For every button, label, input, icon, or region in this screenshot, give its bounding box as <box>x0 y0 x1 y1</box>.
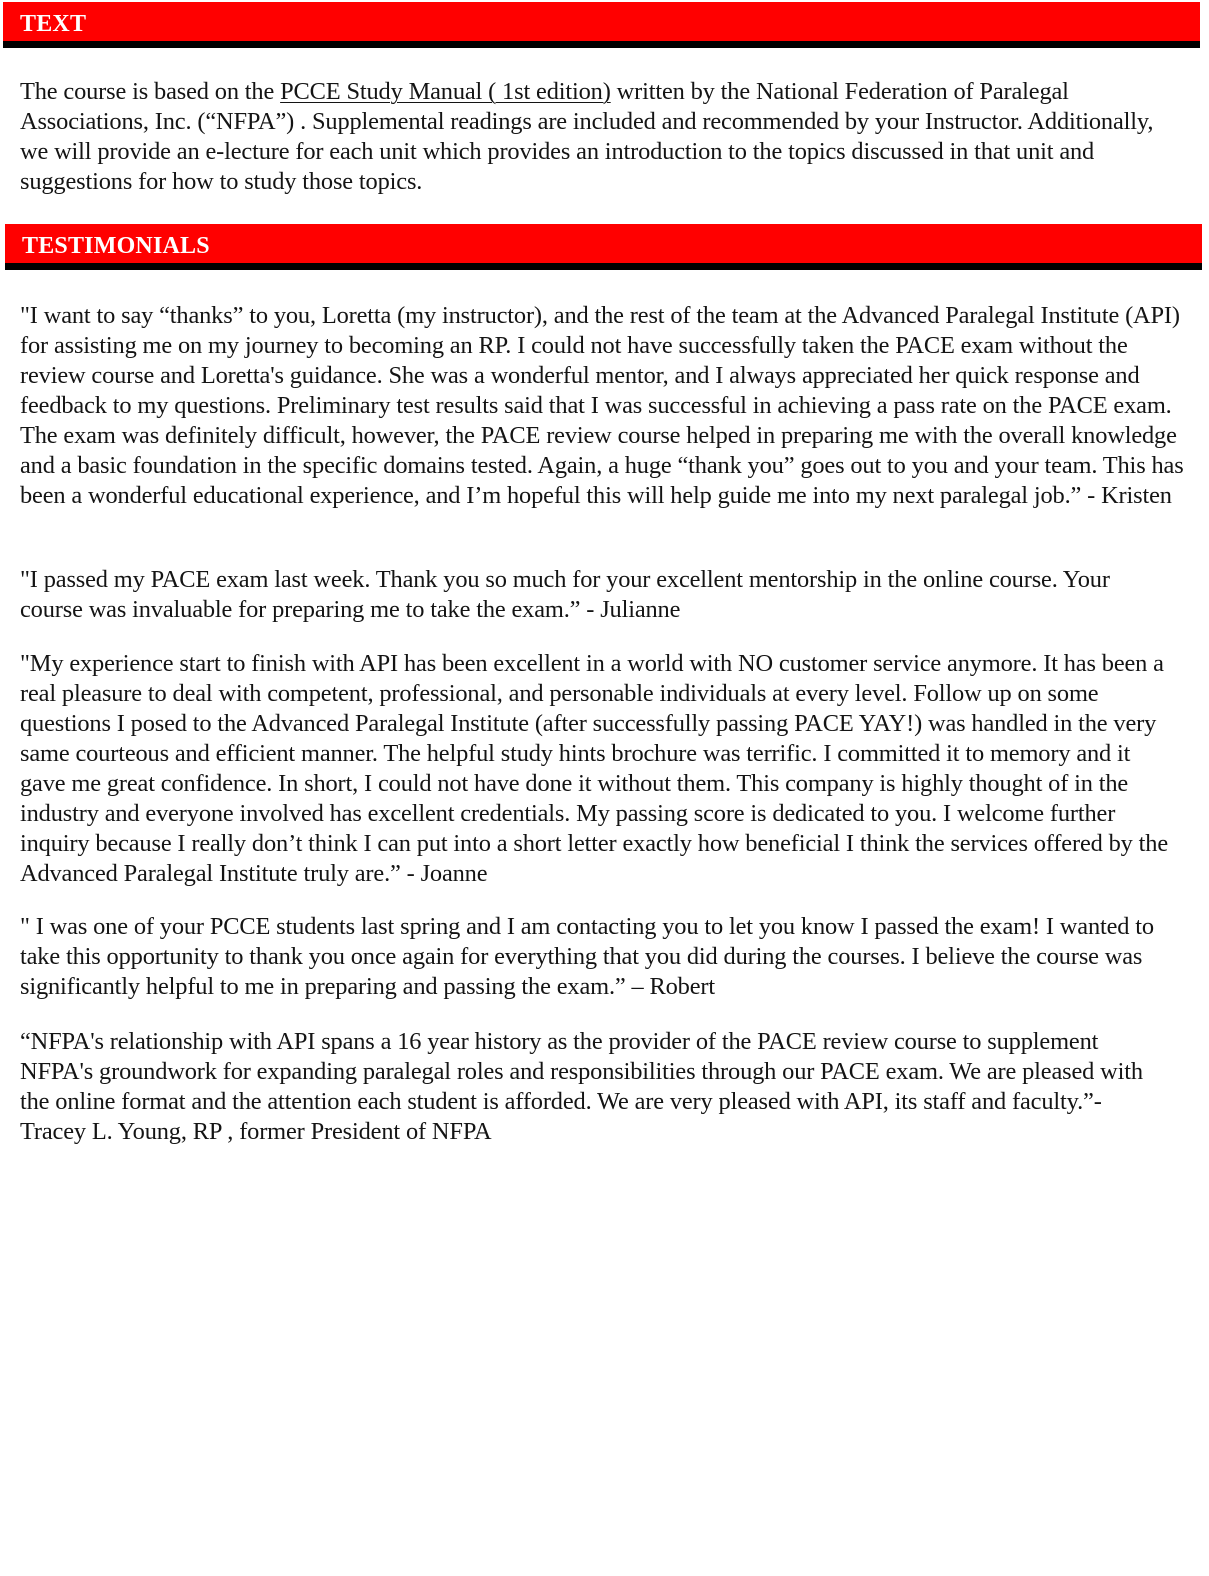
section-header-text <box>3 2 1200 48</box>
course-description <box>20 77 1160 197</box>
testimonial-robert: " I was one of your PCCE students last spring and I am contacting you to let you know I passed the exam! I wanted to take this opportunity to thank you once again for everything that you did during the courses. I believe the course was significantly helpful to me in preparing and passing the exam.” – Robert <box>20 913 1154 1000</box>
section-title-text: TEXT <box>20 11 87 37</box>
testimonial-kristen: "I want to say “thanks” to you, Loretta (my instructor), and the rest of the team at the Advanced Paralegal Institute (API) for assisting me on my journey to becoming an RP. I could not have successfully taken the PACE exam without the review course and Loretta's guidance. She was a wonderful mentor, and I always appreciated her quick response and feedback to my questions. Preliminary test results said that I was successful in achieving a pass rate on the PACE exam. The exam was definitely difficult, however, the PACE review course helped in preparing me with the overall knowledge and a basic foundation in the specific domains tested. Again, a huge “thank you” goes out to you and your team. This has been a wonderful educational experience, and I’m hopeful this will help guide me into my next paralegal job.” - Kristen <box>20 302 1184 509</box>
course-description-lead: The course is based on the <box>20 78 281 105</box>
section-header-testimonials <box>5 224 1202 270</box>
study-manual-link[interactable]: PCCE Study Manual ( 1st edition) <box>280 78 611 105</box>
course-description-rest: written by the National Federation of Paralegal Associations, Inc. (“NFPA”) . Supplemental readings are included and recommended by your Instructor. Additionally, we will provide an e-lecture for each unit which provides an introduction to the topics discussed in that unit and suggestions for how to study those topics. <box>20 78 1154 195</box>
testimonial-julianne: "I passed my PACE exam last week. Thank you so much for your excellent mentorship in the online course. Your course was invaluable for preparing me to take the exam.” - Julianne <box>20 566 1110 623</box>
testimonial-tracey-young: “NFPA's relationship with API spans a 16 year history as the provider of the PACE review course to supplement NFPA's groundwork for expanding paralegal roles and responsibilities through our PACE exam. We are pleased with the online format and the attention each student is afforded. We are very pleased with API, its staff and faculty.”- Tracey L. Young, RP , former President of NFPA <box>20 1028 1143 1145</box>
section-title-testimonials: TESTIMONIALS <box>22 233 210 259</box>
testimonial-joanne: "My experience start to finish with API has been excellent in a world with NO customer service anymore. It has been a real pleasure to deal with competent, professional, and personable individuals at every level. Follow up on some questions I posed to the Advanced Paralegal Institute (after successfully passing PACE YAY!) was handled in the very same courteous and efficient manner. The helpful study hints brochure was terrific. I committed it to memory and it gave me great confidence. In short, I could not have done it without them. This company is highly thought of in the industry and everyone involved has excellent credentials. My passing score is dedicated to you. I welcome further inquiry because I really don’t think I can put into a short letter exactly how beneficial I think the services offered by the Advanced Paralegal Institute truly are.” - Joanne <box>20 650 1168 887</box>
